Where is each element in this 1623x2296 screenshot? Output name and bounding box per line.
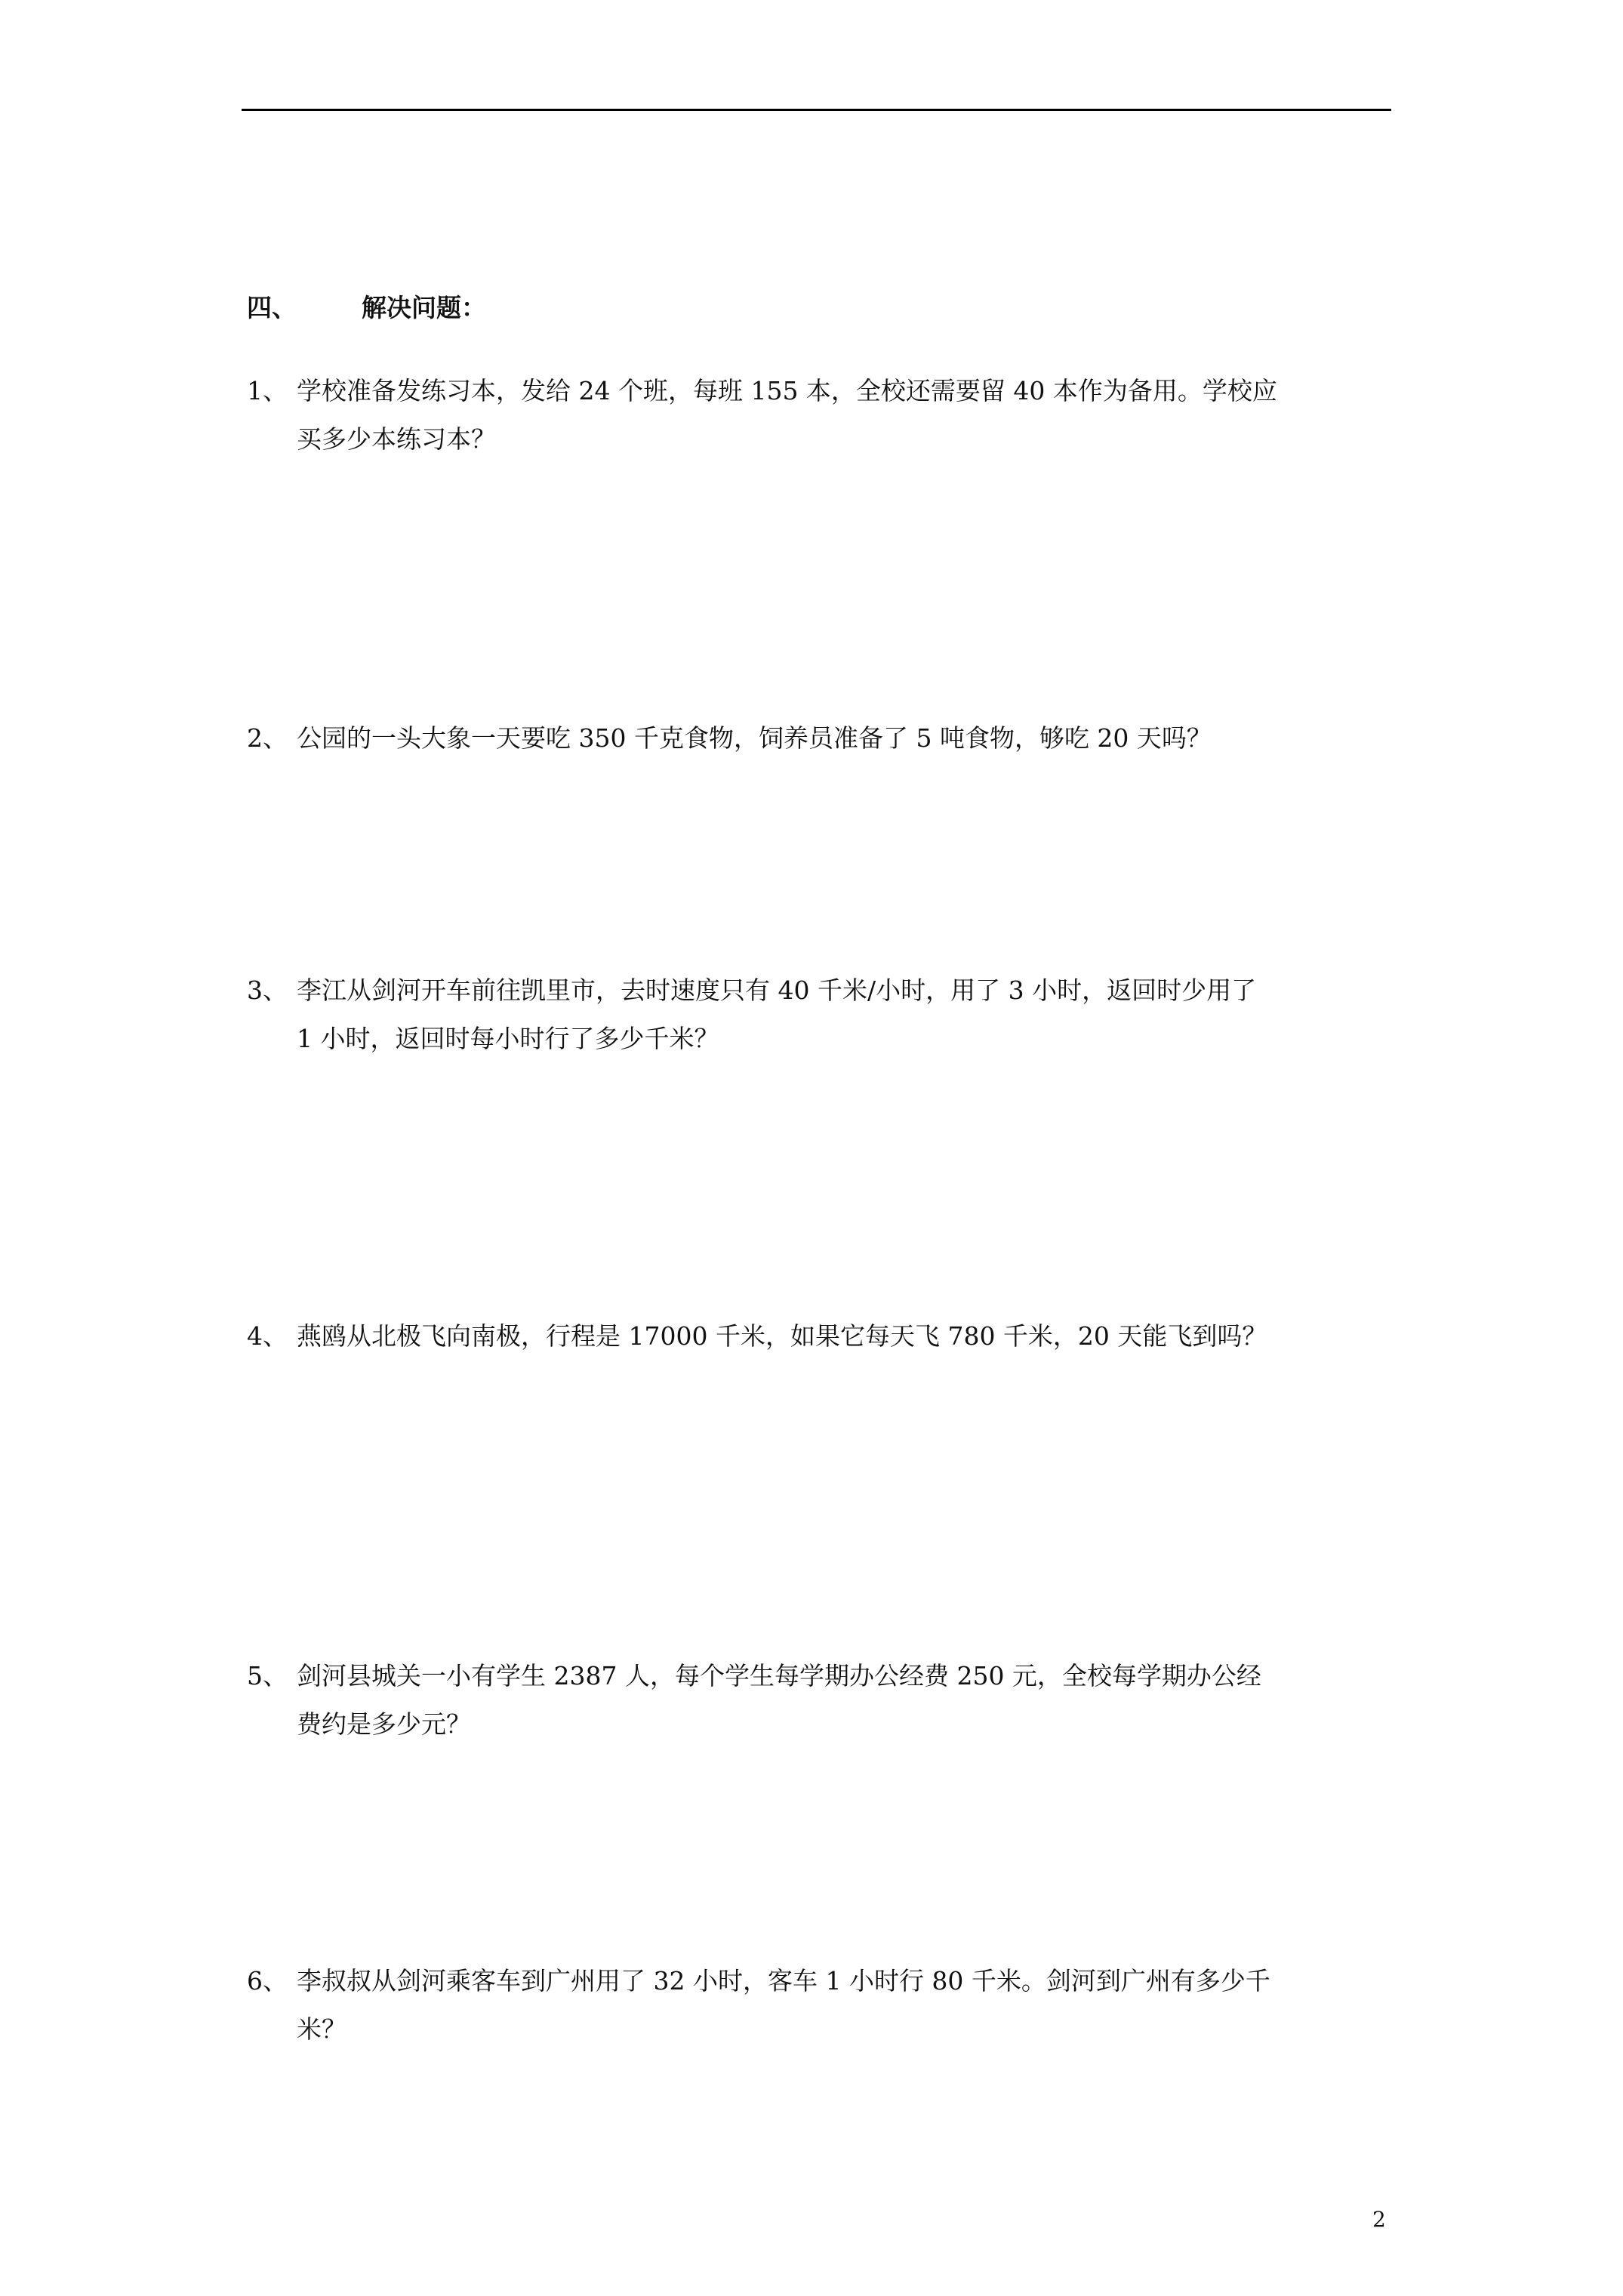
section-heading [247, 290, 486, 326]
question-text-line: 费约是多少元？ [297, 1709, 471, 1739]
question-text-line: 李江从剑河开车前往凯里市，去时速度只有 40 千米/小时，用了 3 小时，返回时少用了 [297, 975, 1257, 1005]
question-number: 5、 [247, 1661, 288, 1690]
question-number: 4、 [247, 1321, 288, 1351]
question-text-line: 买多少本练习本？ [297, 424, 496, 454]
question-text-line: 米？ [297, 2014, 346, 2044]
question-number: 6、 [247, 1966, 288, 1996]
section-title: 解决问题： [362, 293, 486, 322]
page-number: 2 [1372, 2207, 1386, 2232]
question-3 [247, 966, 1394, 1063]
question-number: 3、 [247, 975, 288, 1005]
question-text-line: 1 小时，返回时每小时行了多少千米？ [297, 1024, 719, 1053]
question-number: 1、 [247, 376, 288, 405]
question-text-line: 李叔叔从剑河乘客车到广州用了 32 小时，客车 1 小时行 80 千米。剑河到广州有多少千 [297, 1966, 1270, 1996]
question-text-line: 学校准备发练习本，发给 24 个班，每班 155 本，全校还需要留 40 本作为备用。学校应 [297, 376, 1277, 405]
question-text-line: 公园的一头大象一天要吃 350 千克食物，饲养员准备了 5 吨食物，够吃 20 天吗？ [297, 723, 1212, 753]
header-rule [242, 109, 1391, 111]
question-2 [247, 714, 1394, 763]
question-text-line: 燕鸥从北极飞向南极，行程是 17000 千米，如果它每天飞 780 千米，20 天能飞到吗？ [297, 1321, 1267, 1351]
question-6 [247, 1957, 1394, 2054]
question-5 [247, 1652, 1394, 1749]
question-text-line: 剑河县城关一小有学生 2387 人，每个学生每学期办公经费 250 元，全校每学期办公经 [297, 1661, 1261, 1690]
question-number: 2、 [247, 723, 288, 753]
question-4 [247, 1312, 1394, 1361]
section-number: 四、 [247, 293, 297, 322]
question-1 [247, 367, 1394, 464]
